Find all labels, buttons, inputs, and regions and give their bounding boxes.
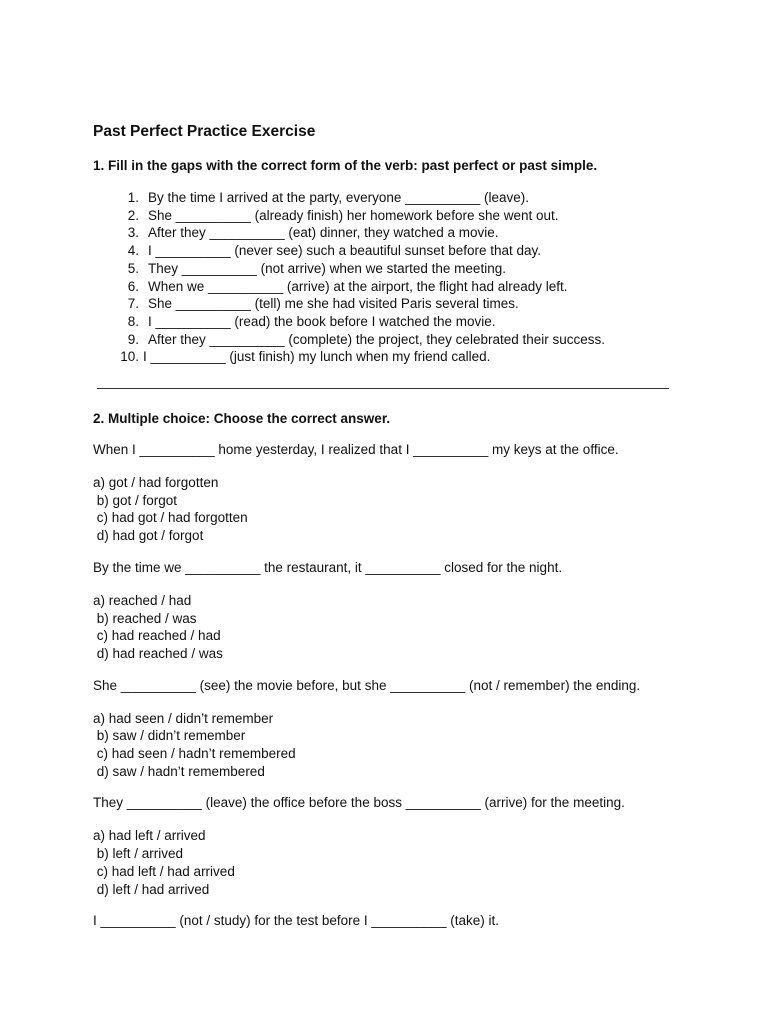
item-text: She __________ (already finish) her homework before she went out. [148, 207, 559, 223]
fill-in-item [93, 331, 673, 349]
fill-in-item [93, 224, 673, 242]
item-text: She __________ (tell) me she had visited Paris several times. [148, 296, 519, 312]
answer-option: b) left / arrived [93, 846, 184, 862]
fill-in-item [93, 189, 673, 207]
item-text: I __________ (just finish) my lunch when my friend called. [143, 349, 491, 365]
answer-option: a) had seen / didn’t remember [93, 710, 274, 726]
item-text: I __________ (read) the book before I watched the movie. [148, 313, 496, 329]
answer-options [93, 592, 673, 663]
section2-heading: 2. Multiple choice: Choose the correct answer. [93, 411, 391, 427]
question-block [93, 441, 673, 545]
section-divider [97, 388, 669, 389]
answer-option: c) had left / had arrived [93, 863, 235, 879]
item-text: After they __________ (complete) the project, they celebrated their success. [148, 331, 606, 347]
answer-option: c) had got / had forgotten [93, 510, 248, 526]
answer-option: d) had reached / was [93, 645, 223, 661]
item-text: They __________ (not arrive) when we started the meeting. [148, 260, 506, 276]
item-text: When we __________ (arrive) at the airport, the flight had already left. [148, 278, 568, 294]
fill-in-item [93, 242, 673, 260]
question-prompt: They __________ (leave) the office before the boss __________ (arrive) for the meeting. [93, 795, 625, 811]
item-number: 9. [127, 331, 139, 347]
item-text: By the time I arrived at the party, everyone __________ (leave). [148, 190, 529, 205]
question-prompt: I __________ (not / study) for the test before I __________ (take) it. [93, 913, 500, 929]
item-number: 1. [127, 190, 139, 205]
question-block [93, 559, 673, 663]
fill-in-item [93, 207, 673, 225]
item-number: 7. [127, 296, 139, 312]
question-prompt: She __________ (see) the movie before, but she __________ (not / remember) the ending. [93, 677, 641, 693]
answer-option: d) left / had arrived [93, 881, 210, 897]
question-block [93, 677, 673, 781]
fill-in-item [93, 260, 673, 278]
answer-option: a) had left / arrived [93, 828, 206, 844]
fill-in-item [93, 278, 673, 296]
item-number: 10. [120, 349, 139, 365]
answer-option: a) got / had forgotten [93, 475, 219, 491]
item-number: 3. [127, 225, 139, 241]
answer-option: b) reached / was [93, 610, 197, 626]
answer-option: c) had seen / hadn’t remembered [93, 746, 296, 762]
item-number: 2. [127, 207, 139, 223]
question-block [93, 794, 673, 898]
worksheet-page [93, 122, 673, 930]
fill-in-list [93, 189, 673, 366]
answer-options [93, 827, 673, 898]
answer-options [93, 710, 673, 781]
section1-heading: 1. Fill in the gaps with the correct form of the verb: past perfect or past simple. [93, 158, 598, 173]
answer-option: d) saw / hadn’t remembered [93, 763, 265, 779]
answer-option: d) had got / forgot [93, 528, 204, 544]
item-number: 8. [127, 313, 139, 329]
answer-option: b) got / forgot [93, 492, 178, 508]
page-title: Past Perfect Practice Exercise [93, 123, 316, 140]
fill-in-item [93, 295, 673, 313]
item-number: 5. [127, 260, 139, 276]
question-prompt: By the time we __________ the restaurant, it __________ closed for the night. [93, 559, 563, 575]
item-number: 4. [127, 243, 139, 259]
answer-option: b) saw / didn’t remember [93, 728, 246, 744]
item-number: 6. [127, 278, 139, 294]
fill-in-item [93, 348, 673, 366]
item-text: I __________ (never see) such a beautiful sunset before that day. [148, 243, 542, 259]
answer-option: a) reached / had [93, 592, 192, 608]
answer-option: c) had reached / had [93, 628, 221, 644]
answer-options [93, 474, 673, 545]
question-prompt: When I __________ home yesterday, I realized that I __________ my keys at the office. [93, 442, 619, 458]
item-text: After they __________ (eat) dinner, they watched a movie. [148, 225, 499, 241]
fill-in-item [93, 313, 673, 331]
question-block [93, 912, 673, 930]
